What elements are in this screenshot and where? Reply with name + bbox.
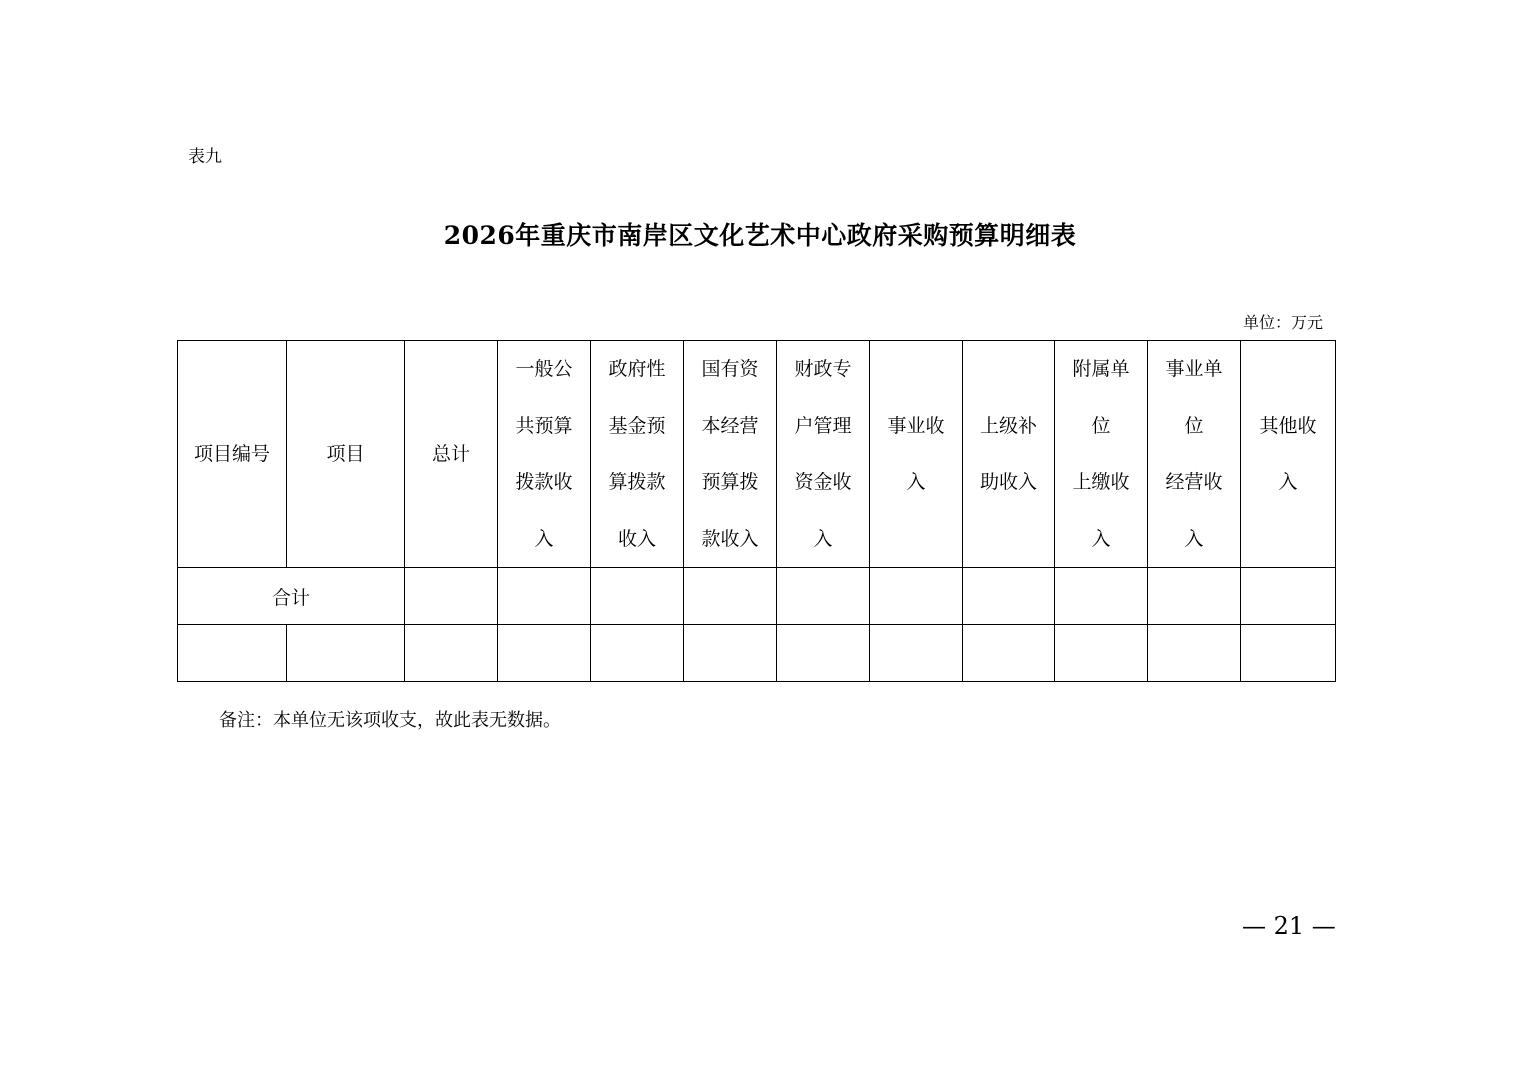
header-text: 上级补 xyxy=(979,414,1037,437)
header-text: 入 xyxy=(1278,471,1298,493)
header-total xyxy=(405,341,498,568)
header-general-budget-income xyxy=(498,341,591,568)
table-cell xyxy=(405,625,498,682)
header-fund-budget-income xyxy=(591,341,684,568)
header-text: 国有资 xyxy=(701,358,759,380)
header-text: 项目 xyxy=(326,442,365,465)
header-text: 预算拨 xyxy=(701,471,759,493)
table-cell xyxy=(1241,625,1336,682)
header-other-income xyxy=(1241,341,1336,568)
header-business-operating-income xyxy=(1148,341,1241,568)
header-text: 入 xyxy=(534,527,554,550)
table-cell xyxy=(684,625,777,682)
header-text: 一般公 xyxy=(515,358,573,380)
header-text: 户管理 xyxy=(794,414,852,437)
header-text: 附属单 xyxy=(1072,358,1130,380)
header-text: 拨款收 xyxy=(515,471,573,493)
header-text: 入 xyxy=(813,527,833,550)
table-cell xyxy=(405,568,498,625)
header-text: 收入 xyxy=(617,527,656,550)
header-text: 其他收 xyxy=(1259,414,1317,437)
table-header-row xyxy=(178,341,1336,568)
header-state-capital-income xyxy=(684,341,777,568)
table-cell xyxy=(591,568,684,625)
header-text: 经营收 xyxy=(1165,471,1223,493)
header-text: 政府性 xyxy=(608,358,666,380)
header-business-income xyxy=(870,341,963,568)
header-text: 助收入 xyxy=(979,471,1037,493)
header-text: 事业收 xyxy=(887,414,945,437)
table-cell xyxy=(1148,625,1241,682)
total-label: 合计 xyxy=(271,586,310,609)
table-cell xyxy=(178,625,287,682)
header-superior-subsidy-income xyxy=(963,341,1055,568)
header-text: 上缴收 xyxy=(1072,471,1130,493)
header-text: 入 xyxy=(1091,527,1111,550)
header-text: 项目编号 xyxy=(193,442,270,465)
table-cell xyxy=(870,625,963,682)
header-text: 基金预 xyxy=(608,414,666,437)
table-cell xyxy=(287,625,405,682)
header-text: 位 xyxy=(1184,414,1204,437)
header-text: 款收入 xyxy=(701,527,759,550)
table-label: 表九 xyxy=(188,147,222,167)
table-row xyxy=(178,625,1336,682)
table-cell xyxy=(777,625,870,682)
total-label-cell xyxy=(178,568,405,625)
header-text: 入 xyxy=(1184,527,1204,550)
table-cell xyxy=(1055,568,1148,625)
header-text: 共预算 xyxy=(515,414,573,437)
table-cell xyxy=(684,568,777,625)
table-cell xyxy=(963,568,1055,625)
header-text: 财政专 xyxy=(794,358,852,380)
header-project-code xyxy=(178,341,287,568)
budget-table xyxy=(177,340,1336,682)
page-number: — 21 — xyxy=(1242,912,1336,940)
header-text: 位 xyxy=(1091,414,1111,437)
header-affiliated-unit-income xyxy=(1055,341,1148,568)
header-text: 总计 xyxy=(431,442,470,465)
header-text: 入 xyxy=(906,471,926,493)
table-cell xyxy=(1055,625,1148,682)
table-cell xyxy=(777,568,870,625)
table-cell xyxy=(591,625,684,682)
table-cell xyxy=(963,625,1055,682)
table-cell xyxy=(498,625,591,682)
note-text: 备注：本单位无该项收支，故此表无数据。 xyxy=(219,710,561,731)
header-text: 算拨款 xyxy=(608,471,666,493)
header-text: 资金收 xyxy=(794,471,852,493)
total-row xyxy=(178,568,1336,625)
document-title: 2026年重庆市南岸区文化艺术中心政府采购预算明细表 xyxy=(443,221,1077,250)
header-project xyxy=(287,341,405,568)
unit-label: 单位：万元 xyxy=(1242,313,1323,332)
header-text: 事业单 xyxy=(1165,358,1223,380)
header-special-account-income xyxy=(777,341,870,568)
table-cell xyxy=(498,568,591,625)
table-cell xyxy=(870,568,963,625)
table-cell xyxy=(1241,568,1336,625)
table-cell xyxy=(1148,568,1241,625)
header-text: 本经营 xyxy=(701,414,759,437)
